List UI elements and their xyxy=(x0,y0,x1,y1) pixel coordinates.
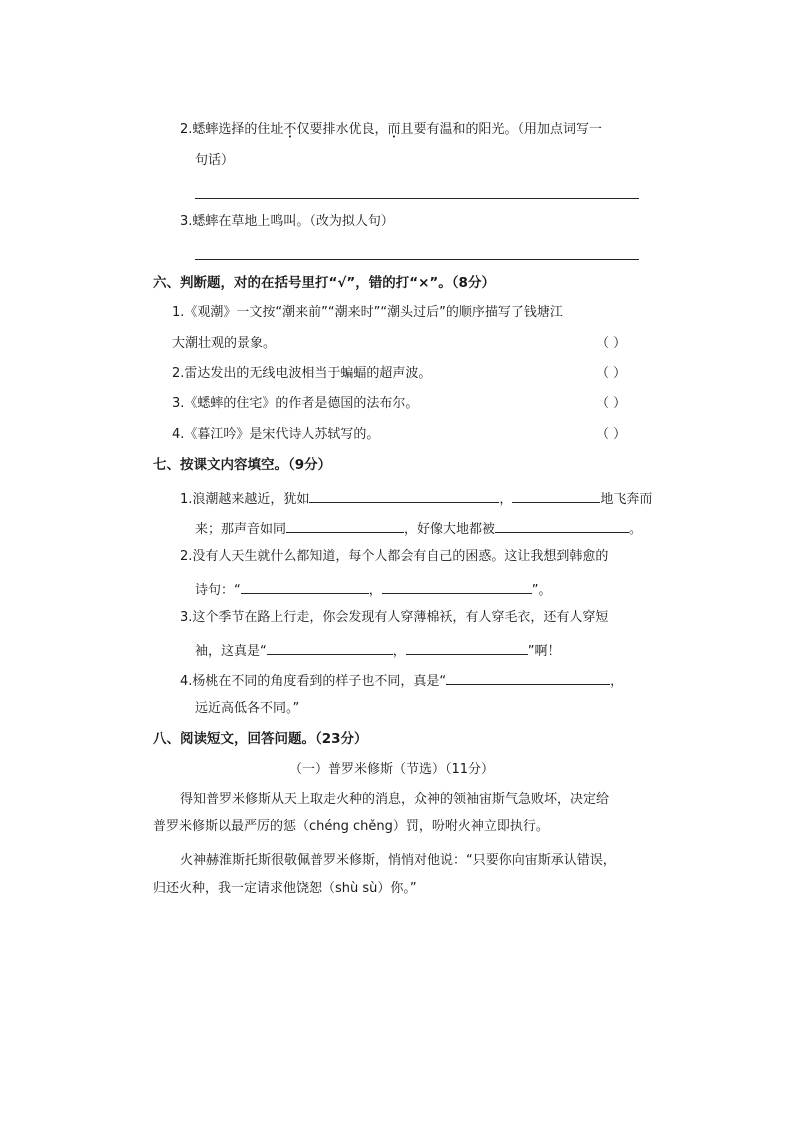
s7-item2-line2: 诗句：“ ， ”。 xyxy=(195,579,552,600)
fill-blank[interactable] xyxy=(512,488,600,503)
s7-item3-line1: 3.这个季节在路上行走，你会发现有人穿薄棉袄，有人穿毛衣，还有人穿短 xyxy=(180,610,609,625)
answer-line[interactable] xyxy=(195,259,639,260)
s6-item4: 4.《暮江吟》是宋代诗人苏轼写的。 xyxy=(172,427,380,442)
passage-paragraph: 归还火种，我一定请求他饶恕（shù sù）你。” xyxy=(153,881,417,896)
answer-paren[interactable]: （ ） xyxy=(596,427,627,442)
fill-blank[interactable] xyxy=(446,670,610,685)
s6-item3: 3.《蟋蟀的住宅》的作者是德国的法布尔。 xyxy=(172,396,419,411)
fill-blank[interactable] xyxy=(267,640,393,655)
s7-item3-line2: 袖，这真是“ ， ”啊！ xyxy=(195,640,561,661)
s7-item1-line1: 1.浪潮越来越近，犹如 ， 地飞奔而 xyxy=(180,488,652,509)
fill-blank[interactable] xyxy=(495,518,629,533)
s6-item1-line1: 1.《观潮》一文按“潮来前”“潮来时”“潮头过后”的顺序描写了钱塘江 xyxy=(172,305,563,320)
s7-item2-line1: 2.没有人天生就什么都知道，每个人都会有自己的困惑。这让我想到韩愈的 xyxy=(180,549,609,564)
fill-blank[interactable] xyxy=(309,488,499,503)
fill-blank[interactable] xyxy=(406,640,528,655)
section6-heading: 六、判断题，对的在括号里打“√”，错的打“×”。（8分） xyxy=(153,275,495,291)
q5-item2: 2.蟋蟀选择的住址不仅要排水优良，而且要有温和的阳光。（用加点词写一 xyxy=(180,122,603,137)
fill-blank[interactable] xyxy=(241,579,369,594)
answer-paren[interactable]: （ ） xyxy=(596,336,627,351)
section7-heading: 七、按课文内容填空。（9分） xyxy=(153,457,332,473)
fill-blank[interactable] xyxy=(382,579,532,594)
emphasis-char: 不 xyxy=(283,122,297,137)
s7-item4-line2: 远近高低各不同。” xyxy=(195,701,300,716)
q5-item2-cont: 句话） xyxy=(195,153,235,168)
fill-blank[interactable] xyxy=(286,518,404,533)
s6-item2: 2.雷达发出的无线电波相当于蝙蝠的超声波。 xyxy=(172,366,432,381)
passage-paragraph: 火神赫淮斯托斯很敬佩普罗米修斯，悄悄对他说：“只要你向宙斯承认错误， xyxy=(180,853,616,868)
answer-paren[interactable]: （ ） xyxy=(596,366,627,381)
section8-heading: 八、阅读短文，回答问题。（23分） xyxy=(153,731,368,747)
passage-paragraph: 得知普罗米修斯从天上取走火种的消息，众神的领袖宙斯气急败坏，决定给 xyxy=(180,792,610,807)
answer-line[interactable] xyxy=(195,198,639,199)
s7-item4-line1: 4.杨桃在不同的角度看到的样子也不同，真是“ ， xyxy=(180,670,623,691)
answer-paren[interactable]: （ ） xyxy=(596,396,627,411)
emphasis-char: 而 xyxy=(387,122,401,137)
s7-item1-line2: 来；那声音如同 ，好像大地都被 。 xyxy=(195,518,642,539)
s6-item1-line2: 大潮壮观的景象。 xyxy=(172,336,277,351)
passage-title: （一）普罗米修斯（节选）（11分） xyxy=(289,762,495,777)
q5-item3: 3.蟋蟀在草地上鸣叫。（改为拟人句） xyxy=(180,214,394,229)
passage-paragraph: 普罗米修斯以最严厉的惩（chéng chěng）罚，吩咐火神立即执行。 xyxy=(153,819,549,834)
